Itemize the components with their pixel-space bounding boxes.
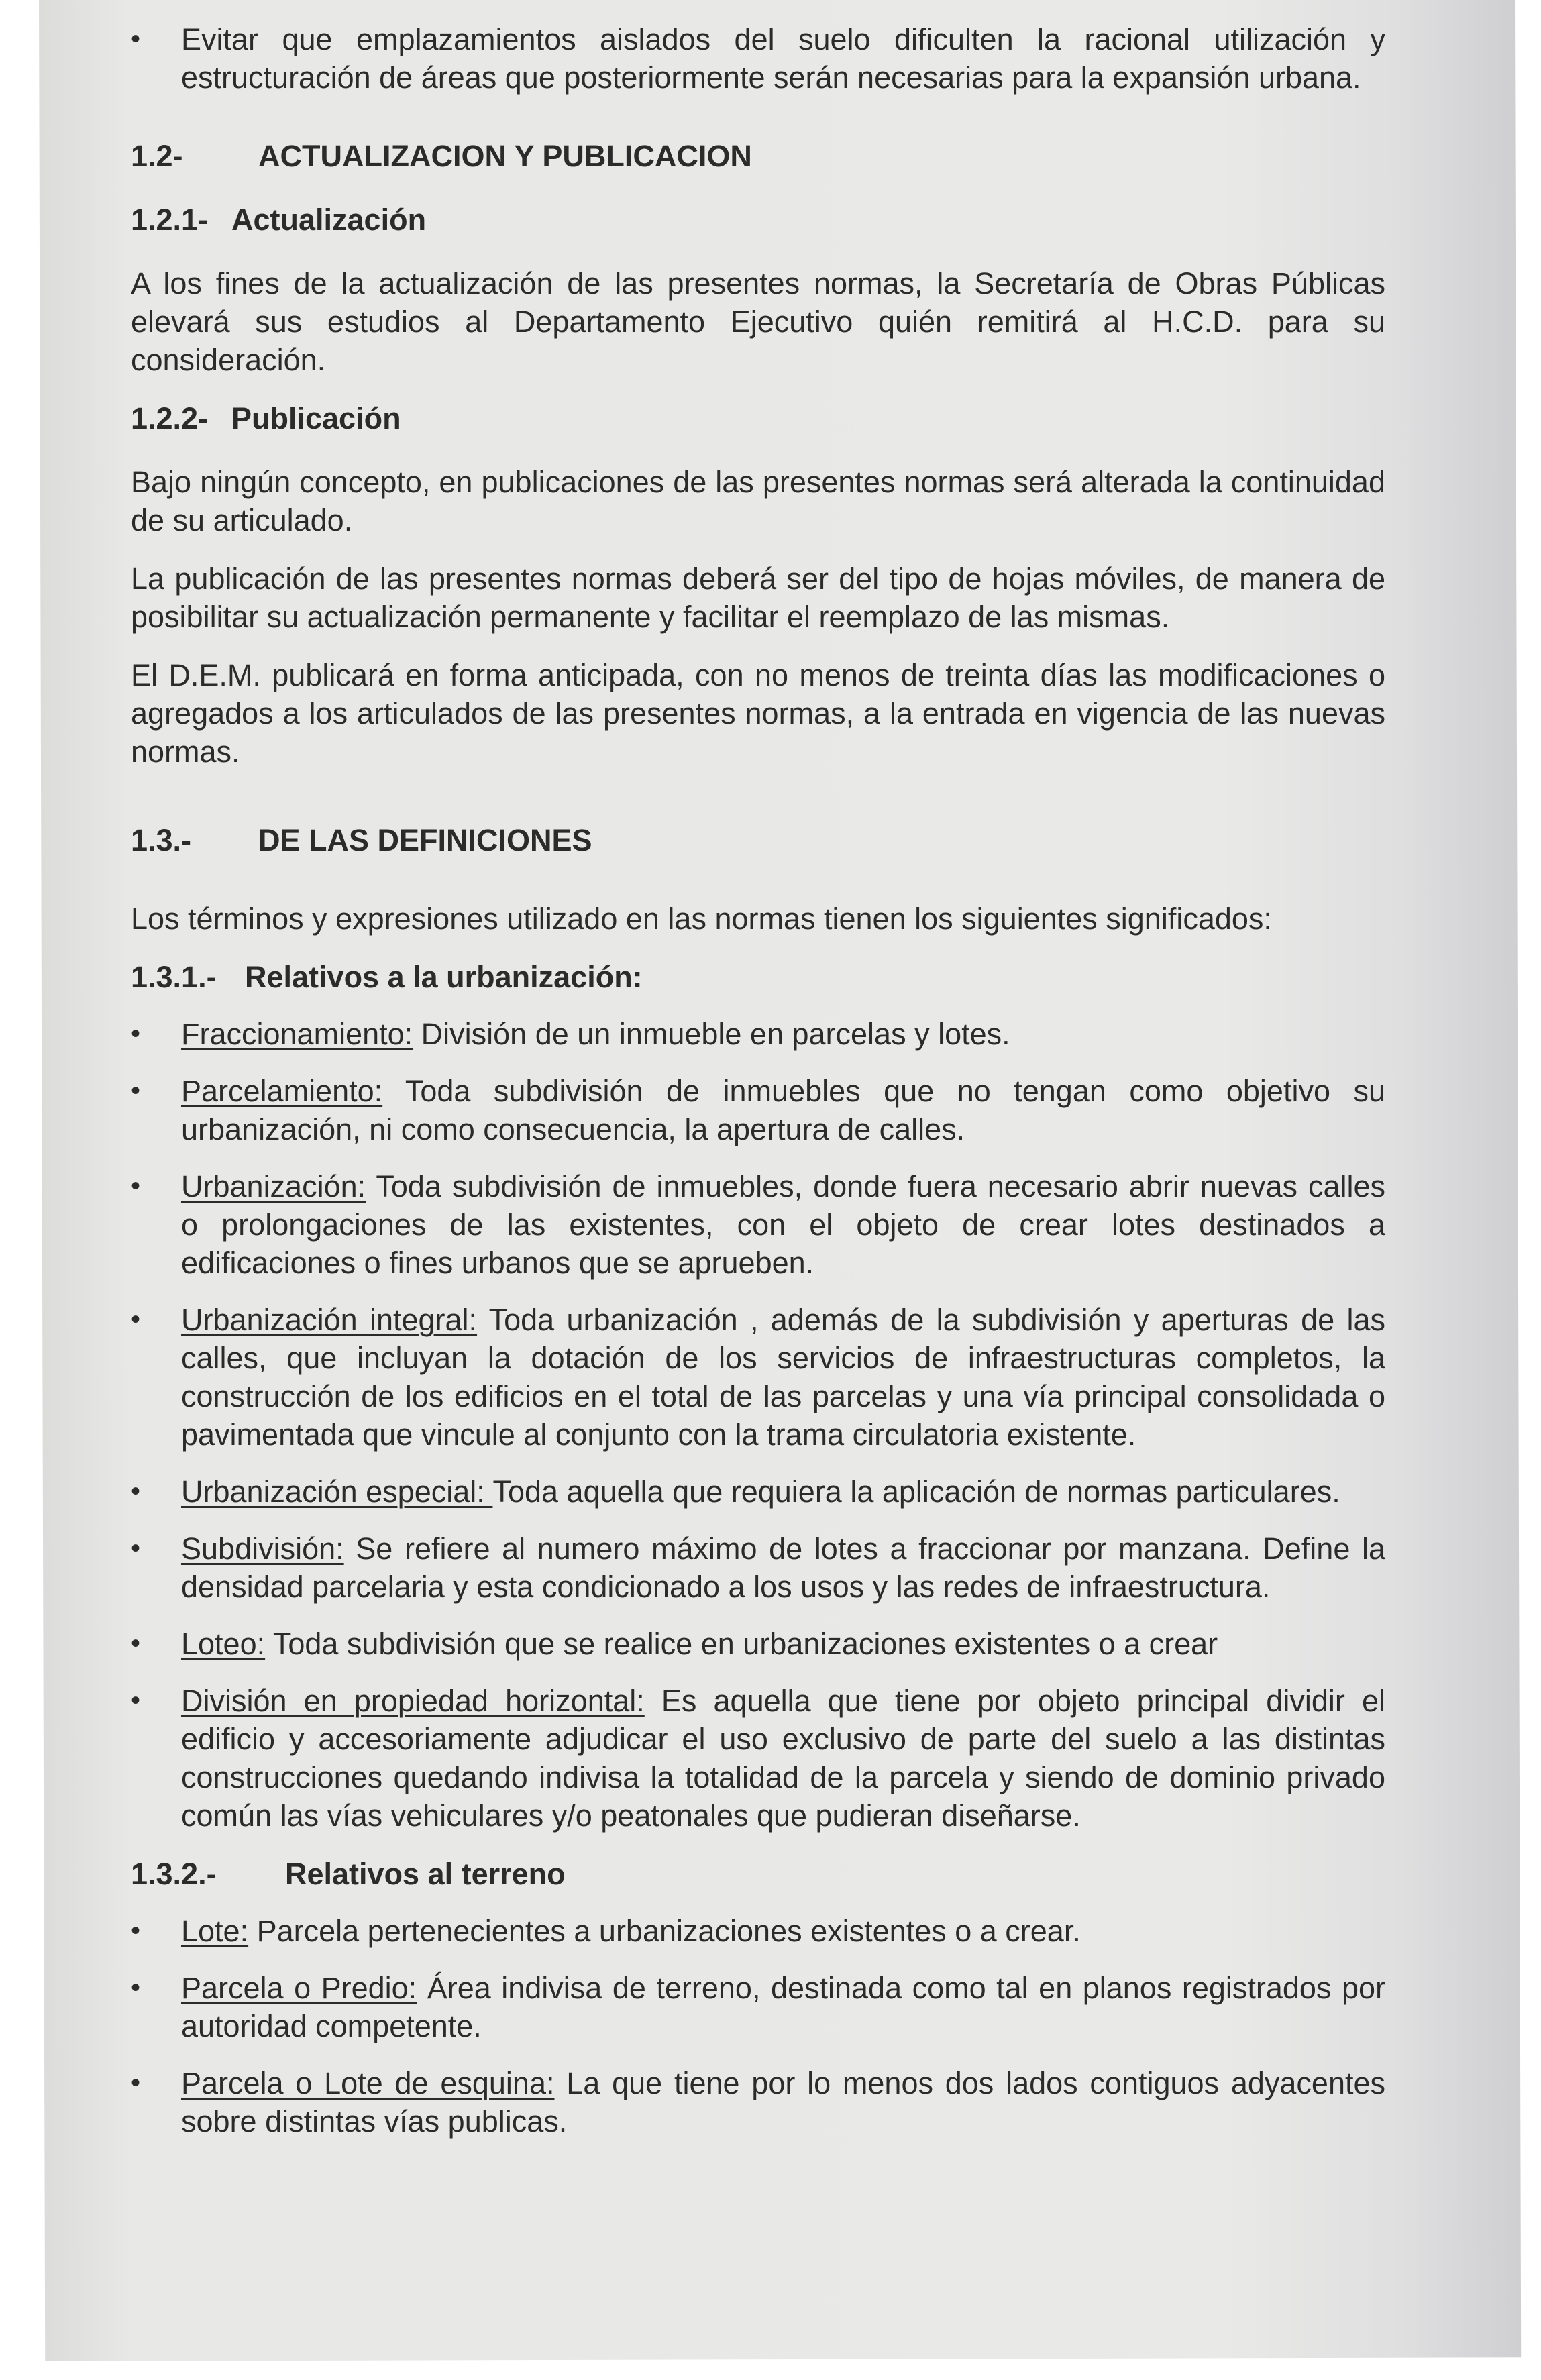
paragraph: El D.E.M. publicará en forma anticipada, con no menos de treinta días las modificaciones o agregados a los articulados de las presentes normas, a la entrada en vigencia de las nuevas normas.	[131, 658, 1385, 769]
definition-item	[131, 2064, 1385, 2141]
subsection-number: 1.2.2-	[131, 401, 209, 435]
intro-bullet	[131, 20, 1385, 97]
bullet-icon: •	[131, 1973, 141, 2002]
bullet-icon: •	[131, 1171, 141, 1201]
definition-text: Toda subdivisión de inmuebles, donde fuera necesario abrir nuevas calles o prolongaciones de las existentes, con el objeto de crear lotes destinados a edificaciones o fines urbanos que se aprueben.	[181, 1169, 1385, 1280]
paragraph: Los términos y expresiones utilizado en las normas tienen los siguientes significados:	[131, 902, 1272, 936]
definition-text: Se refiere al numero máximo de lotes a fraccionar por manzana. Define la densidad parcelaria y esta condicionado a los usos y las redes de infraestructura.	[181, 1531, 1385, 1604]
definition-item	[131, 1625, 1385, 1663]
definition-item	[131, 1072, 1385, 1148]
definition-text: Toda subdivisión que se realice en urbanizaciones existentes o a crear	[265, 1627, 1218, 1661]
definition-term: Fraccionamiento:	[181, 1017, 413, 1051]
bullet-icon: •	[131, 2068, 141, 2098]
bullet-icon: •	[131, 1629, 141, 1658]
definition-item	[131, 1015, 1385, 1053]
paragraph: A los fines de la actualización de las presentes normas, la Secretaría de Obras Públicas elevará sus estudios al Departamento Ejecutivo quién remitirá al H.C.D. para su consideración.	[131, 266, 1385, 377]
definition-item	[131, 1472, 1385, 1511]
subsection-title: Actualización	[231, 203, 427, 237]
bullet-icon: •	[131, 1076, 141, 1105]
document-body	[131, 20, 1385, 2141]
definition-text: Toda urbanización , además de la subdivisión y aperturas de las calles, que incluyan la dotación de los servicios de infraestructuras completos, la construcción de los edificios en el total de las parcelas y una vía principal consolidada o pavimentada que vincule al conjunto con la trama circulatoria existente.	[181, 1303, 1386, 1452]
definition-term: Urbanización:	[181, 1169, 366, 1203]
paragraph: La publicación de las presentes normas deberá ser del tipo de hojas móviles, de manera de posibilitar su actualización permanente y facilitar el reemplazo de las mismas.	[131, 561, 1385, 634]
definition-term: Urbanización integral:	[181, 1303, 478, 1337]
bullet-icon: •	[131, 1305, 141, 1334]
section-number: 1.3.-	[131, 823, 192, 857]
bullet-icon: •	[131, 24, 141, 54]
paragraph: Bajo ningún concepto, en publicaciones de las presentes normas será alterada la continuidad de su articulado.	[131, 465, 1385, 537]
subsection-title: Publicación	[231, 401, 401, 435]
definition-item	[131, 1529, 1385, 1606]
definition-item	[131, 1301, 1385, 1454]
definition-term: Parcela o Lote de esquina:	[181, 2066, 555, 2100]
bullet-icon: •	[131, 1533, 141, 1563]
definition-term: Parcelamiento:	[181, 1074, 383, 1108]
definition-term: Loteo:	[181, 1627, 266, 1661]
subsection-heading-1-3-2	[131, 1855, 1385, 1893]
definition-text: Área indivisa de terreno, destinada como tal en planos registrados por autoridad competente.	[181, 1971, 1385, 2043]
definition-text: Parcela pertenecientes a urbanizaciones existentes o a crear.	[248, 1914, 1081, 1948]
definition-text: Toda aquella que requiera la aplicación de normas particulares.	[492, 1474, 1340, 1509]
section-number: 1.2-	[131, 139, 183, 173]
definition-term: Lote:	[181, 1914, 249, 1948]
definition-term: Urbanización especial:	[181, 1474, 493, 1509]
subsection-heading-1-2-1	[131, 201, 1385, 239]
bullet-icon: •	[131, 1476, 141, 1506]
bullet-icon: •	[131, 1019, 141, 1048]
definition-term: División en propiedad horizontal:	[181, 1684, 645, 1718]
section-title: ACTUALIZACION Y PUBLICACION	[258, 139, 752, 173]
definition-text: La que tiene por lo menos dos lados contiguos adyacentes sobre distintas vías publicas.	[181, 2066, 1385, 2139]
subsection-number: 1.2.1-	[131, 203, 209, 237]
subsection-heading-1-2-2	[131, 399, 1385, 437]
definition-text: División de un inmueble en parcelas y lotes.	[413, 1017, 1010, 1051]
bullet-icon: •	[131, 1916, 141, 1945]
intro-bullet-text: Evitar que emplazamientos aislados del suelo dificulten la racional utilización y estructuración de áreas que posteriormente serán necesarias para la expansión urbana.	[181, 22, 1385, 95]
subsection-number: 1.3.1.-	[131, 960, 217, 994]
section-heading-1-2	[131, 137, 1385, 175]
subsection-number: 1.3.2.-	[131, 1857, 217, 1891]
definition-item	[131, 1167, 1385, 1282]
definition-item	[131, 1682, 1385, 1835]
definition-text: Es aquella que tiene por objeto principal dividir el edificio y accesoriamente adjudicar el uso exclusivo de parte del suelo a las distintas construcciones quedando indivisa la totalidad de la parcela y siendo de dominio privado común las vías vehiculares y/o peatonales que pudieran diseñarse.	[181, 1684, 1385, 1833]
section-heading-1-3	[131, 821, 1385, 859]
section-title: DE LAS DEFINICIONES	[258, 823, 592, 857]
definition-term: Parcela o Predio:	[181, 1971, 417, 2005]
definition-text: Toda subdivisión de inmuebles que no tengan como objetivo su urbanización, ni como consecuencia, la apertura de calles.	[181, 1074, 1385, 1146]
subsection-title: Relativos a la urbanización:	[245, 960, 643, 994]
subsection-heading-1-3-1	[131, 958, 1385, 996]
bullet-icon: •	[131, 1686, 141, 1715]
subsection-title: Relativos al terreno	[285, 1857, 566, 1891]
definition-item	[131, 1969, 1385, 2045]
definition-term: Subdivisión:	[181, 1531, 344, 1566]
definition-item	[131, 1912, 1385, 1950]
